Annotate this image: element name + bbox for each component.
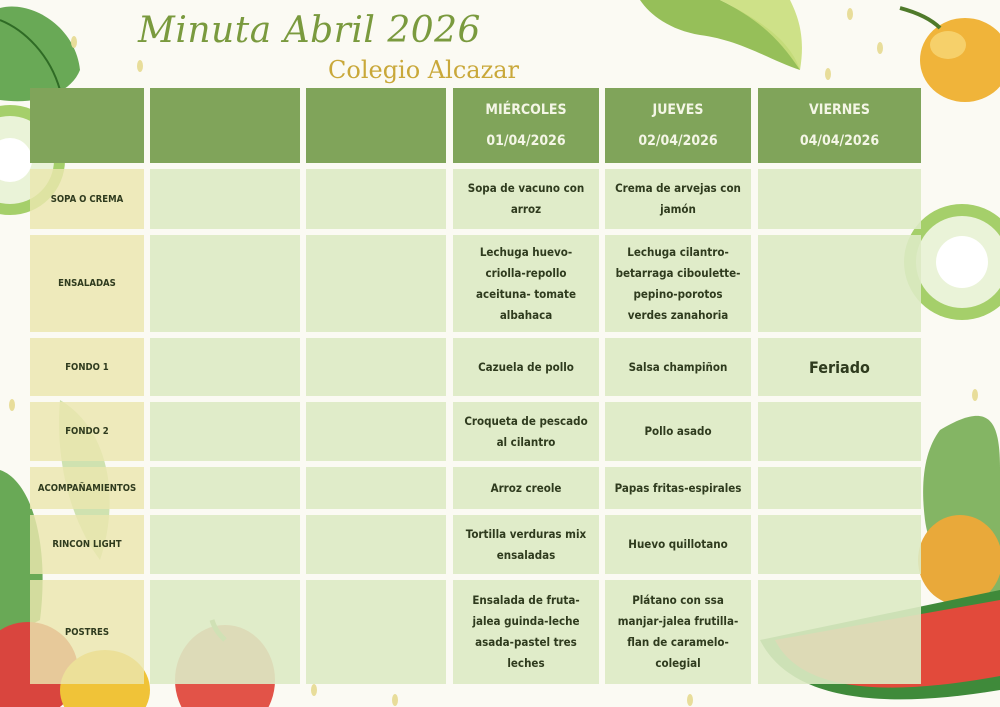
menu-cell [306,338,446,396]
menu-cell [150,235,300,332]
day-date: 01/04/2026 [486,132,566,149]
menu-title: Minuta Abril 2026 [138,10,481,51]
menu-cell [758,402,921,461]
menu-cell [758,235,921,332]
menu-cell [758,580,921,684]
row-label-cell: SOPA O CREMA [30,169,144,229]
menu-cell: Salsa champiñon [605,338,751,396]
school-name: Colegio Alcazar [328,56,519,84]
menu-cell [306,467,446,509]
row-label-cell: POSTRES [30,580,144,684]
menu-cell: Tortilla verduras mix ensaladas [453,515,599,574]
row-label-cell: ENSALADAS [30,235,144,332]
day-header-cell [605,88,751,163]
menu-cell [758,515,921,574]
row-label-cell: ACOMPAÑAMIENTOS [30,467,144,509]
day-date: 02/04/2026 [638,132,718,149]
menu-cell: Cazuela de pollo [453,338,599,396]
menu-cell: Croqueta de pescado al cilantro [453,402,599,461]
menu-cell [150,402,300,461]
menu-cell [758,169,921,229]
menu-cell [150,580,300,684]
menu-cell: Crema de arvejas con jamón [605,169,751,229]
menu-cell: Huevo quillotano [605,515,751,574]
row-label-cell: FONDO 1 [30,338,144,396]
day-name: MIÉRCOLES [485,101,567,118]
menu-cell: Pollo asado [605,402,751,461]
menu-cell [150,169,300,229]
menu-cell: Papas fritas-espirales [605,467,751,509]
day-header-cell [150,88,300,163]
menu-cell: Feriado [758,338,921,396]
menu-cell [306,580,446,684]
menu-cell: Arroz creole [453,467,599,509]
menu-cell: Lechuga cilantro-betarraga ciboulette-pepino-porotos verdes zanahoria [605,235,751,332]
menu-cell [150,515,300,574]
menu-cell: Lechuga huevo-criolla-repollo aceituna- tomate albahaca [453,235,599,332]
menu-cell [306,235,446,332]
menu-cell [306,515,446,574]
day-name: JUEVES [652,101,704,118]
menu-cell [306,402,446,461]
menu-cell [150,467,300,509]
leaves-top-right-illustration [640,0,802,70]
day-header-cell [453,88,599,163]
row-label-cell: FONDO 2 [30,402,144,461]
menu-cell: Plátano con ssa manjar-jalea frutilla-flan de caramelo-colegial [605,580,751,684]
menu-cell [150,338,300,396]
day-header-cell [306,88,446,163]
day-name: VIERNES [809,101,870,118]
day-date: 04/04/2026 [799,132,880,149]
header-corner-cell [30,88,144,163]
menu-cell: Ensalada de fruta-jalea guinda-leche asada-pastel tres leches [453,580,599,684]
menu-cell: Sopa de vacuno con arroz [453,169,599,229]
menu-cell [758,467,921,509]
menu-cell [306,169,446,229]
row-label-cell: RINCON LIGHT [30,515,144,574]
day-header-cell [758,88,921,163]
pear-and-leaves-right-illustration [918,416,1000,605]
